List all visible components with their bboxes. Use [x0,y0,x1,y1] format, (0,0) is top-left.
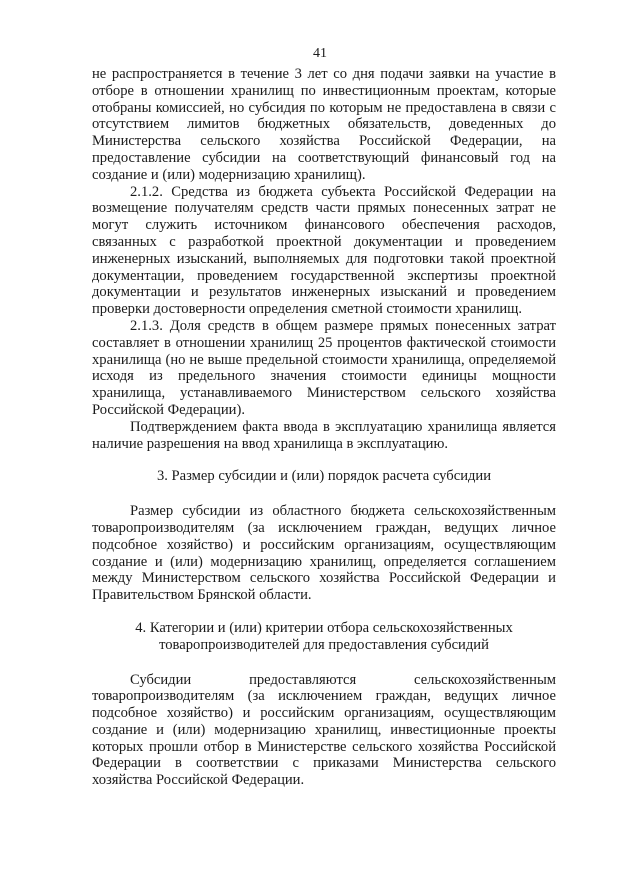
paragraph-subsidy-size: Размер субсидии из областного бюджета сельскохозяйственным товаропроизводителям (за исключением граждан, ведущих личное подсобное хозяйство) и российским организациям, осуществляющим создание и (или) модернизацию хранилищ, определяется соглашением между Министерством сельского хозяйства Российской Федерации и Правительством Брянской области. [92,503,556,604]
paragraph-continuation: не распространяется в течение 3 лет со дня подачи заявки на участие в отборе в отношении хранилищ по инвестиционным проектам, которые отобраны комиссией, но субсидия по которым не предоставлена в связи с отсутствием лимитов бюджетных обязательств, доведенных до Министерства сельского хозяйства Российской Федерации, на предоставление субсидии на соответствующий финансовый год на создание и (или) модернизацию хранилищ). [92,66,556,183]
paragraph-2-1-3: 2.1.3. Доля средств в общем размере прямых понесенных затрат составляет в отношении хранилищ 25 процентов фактической стоимости хранилища (но не выше предельной стоимости хранилища, определяемой исходя из предельного значения стоимости единицы мощности хранилища, устанавливаемого Министерством сельского хозяйства Российской Федерации). [92,317,556,418]
section-heading-3: 3. Размер субсидии и (или) порядок расчета субсидии [156,468,492,485]
paragraph-subsidy-recipients: Субсидии предоставляются сельскохозяйственным товаропроизводителям (за исключением граждан, ведущих личное подсобное хозяйство) и российским организациям, осуществляющим создание и (или) модернизацию хранилищ, инвестиционные проекты которых прошли отбор в Министерстве сельского хозяйства Российской Федерации в соответствии с приказами Министерства сельского хозяйства Российской Федерации. [92,671,556,789]
page-number: 41 [313,46,327,61]
paragraph-commissioning: Подтверждением факта ввода в эксплуатацию хранилища является наличие разрешения на ввод хранилища в эксплуатацию. [92,418,556,452]
section-heading-4 [92,620,556,654]
section-heading-4-line-1: 4. Категории и (или) критерии отбора сельскохозяйственных [135,619,513,636]
section-heading-4-line-2: товаропроизводителей для предоставления субсидий [159,636,489,653]
document-body [92,66,556,789]
paragraph-2-1-2: 2.1.2. Средства из бюджета субъекта Российской Федерации на возмещение получателям средств части прямых понесенных затрат не могут служить источником финансового обеспечения расходов, связанных с разработкой проектной документации и проведением инженерных изысканий, выполняемых для подготовки такой проектной документации, проведением государственной экспертизы проектной документации и результатов инженерных изысканий и проведением проверки достоверности определения сметной стоимости хранилищ. [92,183,556,318]
